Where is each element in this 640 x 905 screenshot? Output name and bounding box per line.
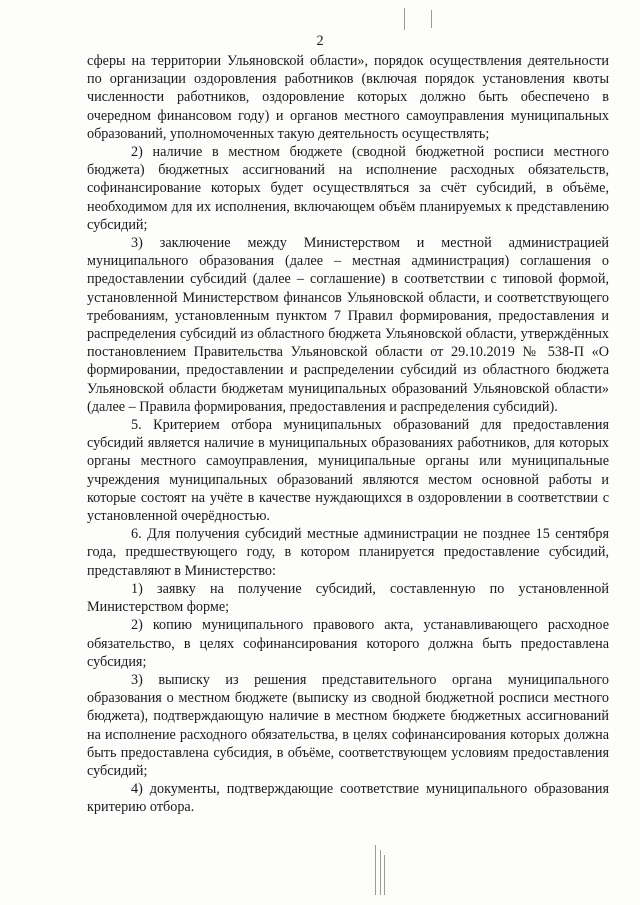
scan-edge-mark [384, 855, 385, 895]
body-text [87, 52, 609, 817]
paragraph-doc-3: 3) выписку из решения представительного органа муниципального образования о местном бюджете (выписку из сводной бюджетной росписи местного бюджета), подтверждающую наличие в местном бюджете бюджетных ассигнований на исполнение расходного обязательства, в целях софинансирования которых должна быть предоставлена субсидия, в объёме, соответствующем условиям предоставления субсидий; [87, 671, 609, 779]
paragraph-doc-4: 4) документы, подтверждающие соответствие муниципального образования критерию отбора. [87, 781, 609, 816]
scan-edge-mark [404, 8, 405, 30]
paragraph-clause-5: 5. Критерием отбора муниципальных образований для предоставления субсидий является наличие в муниципальных образованиях работников, для которых органы местного самоуправления, муниципальные органы или муниципальные учреждения муниципальных образований являются местом основной работы и которые состоят на учёте в качестве нуждающихся в оздоровлении в соответствии с установленной очерёдностью. [87, 417, 609, 525]
scan-edge-mark [431, 10, 432, 28]
scan-edge-mark [375, 845, 376, 895]
paragraph-continuation: сферы на территории Ульяновской области», порядок осуществления деятельности по организации оздоровления работников (включая порядок установления квоты численности работников, оздоровление которых должно быть обеспечено в очередном финансовом году) и органов местного самоуправления муниципальных образований, уполномоченных такую деятельность осуществлять; [87, 53, 609, 142]
paragraph-doc-1: 1) заявку на получение субсидий, составленную по установленной Министерством форме; [87, 580, 609, 616]
paragraph-doc-2: 2) копию муниципального правового акта, устанавливающего расходное обязательство, в целях софинансирования которого должна быть предоставлена субсидия; [87, 617, 609, 670]
page-number: 2 [316, 33, 324, 49]
paragraph-item-3: 3) заключение между Министерством и местной администрацией муниципального образования (далее – местная администрация) соглашения о предоставлении субсидий (далее – соглашение) в соответствии с типовой формой, установленной Министерством финансов Ульяновской области, и соответствующего требованиям, установленным пунктом 7 Правил формирования, предоставления и распределения субсидий из областного бюджета Ульяновской области, утверждённых постановлением Правительства Ульяновской области от 29.10.2019 № 538-П «О формировании, предоставлении и распределении субсидий из областного бюджета Ульяновской области бюджетам муниципальных образований Ульяновской области» (далее – Правила формирования, предоставления и распределения субсидий). [87, 235, 609, 415]
paragraph-item-2: 2) наличие в местном бюджете (сводной бюджетной росписи местного бюджета) бюджетных ассигнований на исполнение расходных обязательств, софинансирование которых будет осуществляться за счёт субсидий, в объёме, необходимом для их исполнения, включающем объём планируемых к представлению субсидий; [87, 144, 609, 233]
scan-edge-mark [380, 850, 381, 895]
paragraph-clause-6: 6. Для получения субсидий местные администрации не позднее 15 сентября года, предшествующего году, в котором планируется предоставление субсидий, представляют в Министерство: [87, 526, 609, 579]
